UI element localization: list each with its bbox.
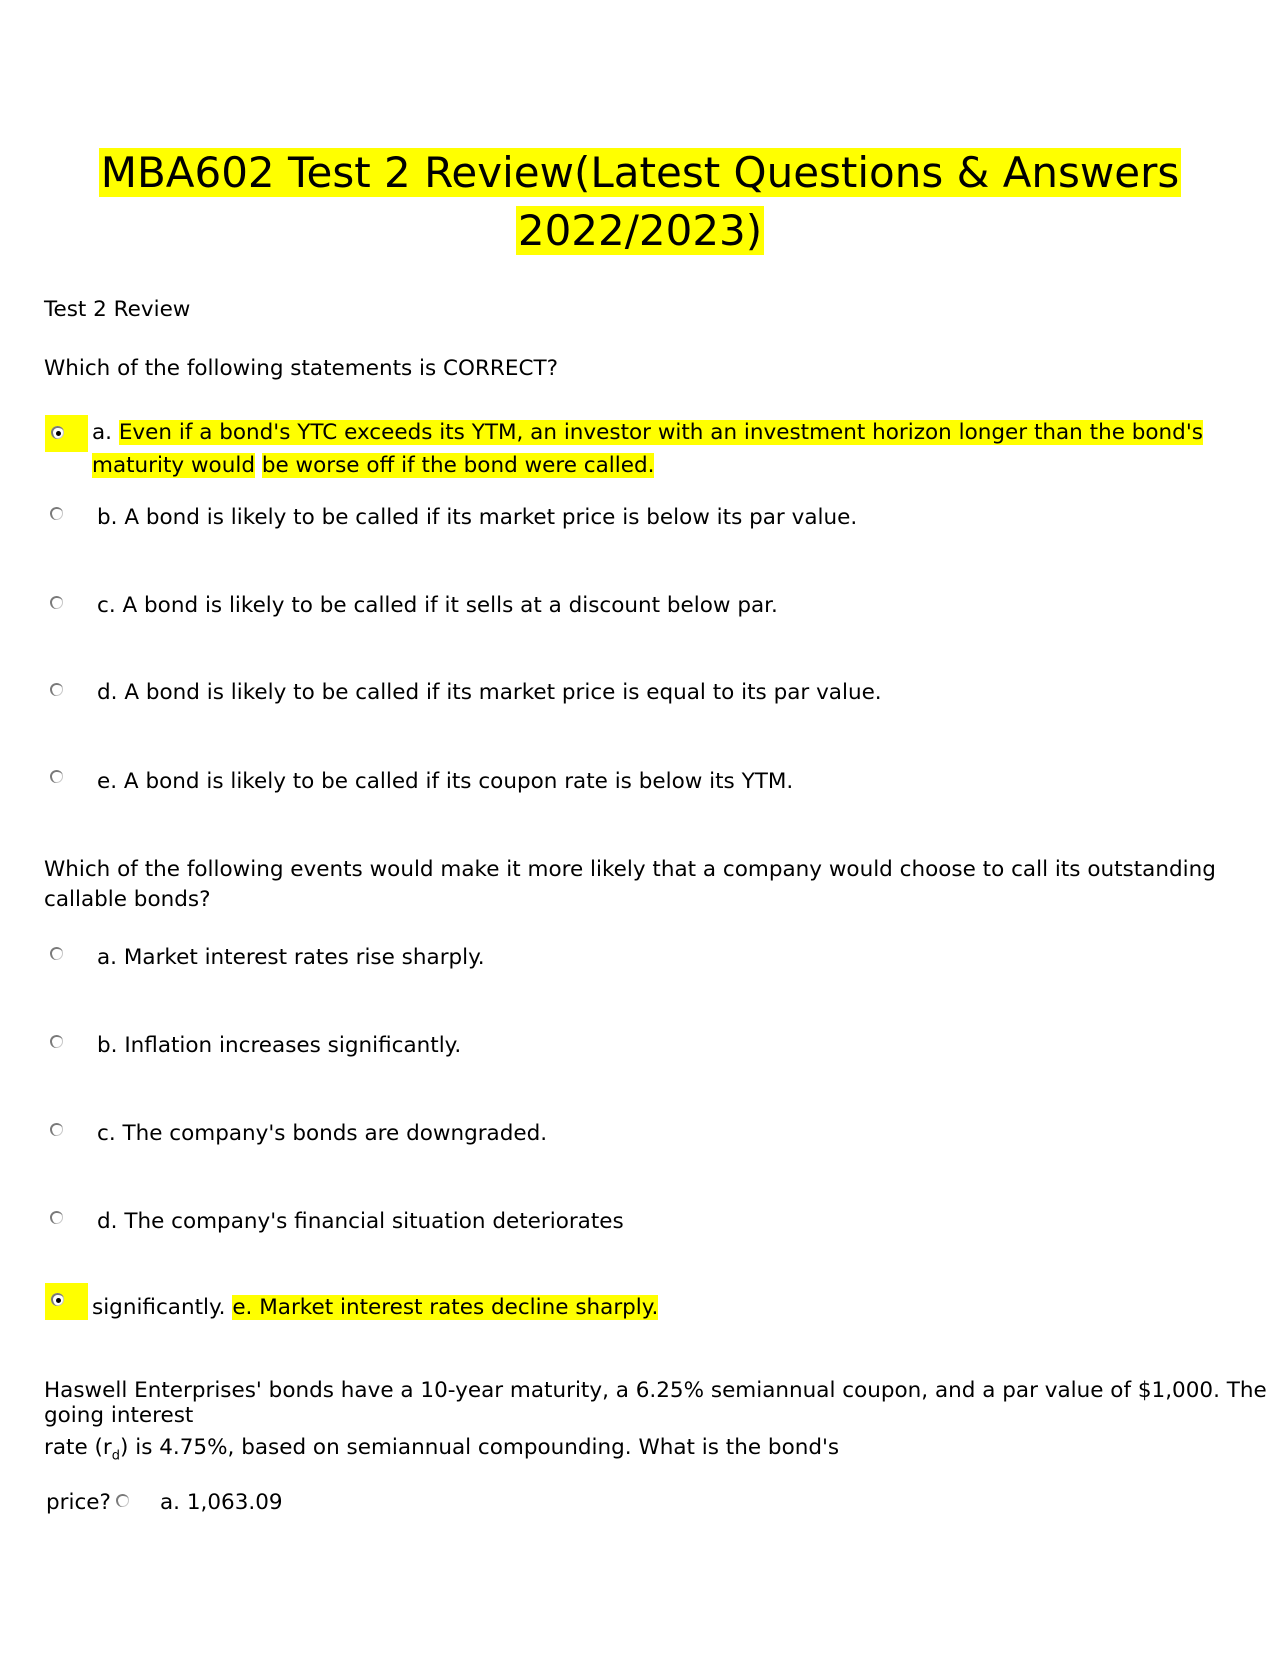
q1-option-c-label: c. A bond is likely to be called if it sells at a discount below par. [97,593,778,618]
q2-option-e-radio[interactable] [51,1293,64,1306]
question-2-text: Which of the following events would make it more likely that a company would choose to call its outstanding callable bonds? [44,857,1216,912]
q1-option-a-text-1: Even if a bond's YTC exceeds its YTM, an investor with an investment horizon longer than the bond's [118,420,1203,445]
q1-option-a-label [92,419,1203,446]
page-title-line-1 [0,145,1280,201]
q1-option-a-text-2a: maturity would [92,453,255,478]
q1-option-c-radio[interactable] [50,596,63,609]
q1-option-a-prefix: a. [92,420,119,445]
q1-option-d-radio[interactable] [50,683,63,696]
q3-option-a-radio[interactable] [116,1494,129,1507]
q2-option-d-radio[interactable] [50,1211,63,1224]
q2-option-c-radio[interactable] [50,1123,63,1136]
section-subtitle: Test 2 Review [44,297,191,322]
q1-option-b-radio[interactable] [50,507,63,520]
question-1-text: Which of the following statements is CORRECT? [44,356,558,381]
q2-option-a-radio[interactable] [50,947,63,960]
q1-option-e-radio[interactable] [50,770,63,783]
rate-subscript: d [111,1448,120,1464]
question-3-text-line-3 [44,1434,839,1469]
page-title-line-2 [0,203,1280,259]
rate-label: rate (r [44,1435,112,1460]
q2-option-e-text: e. Market interest rates decline sharply. [232,1295,659,1320]
q1-option-e-label: e. A bond is likely to be called if its coupon rate is below its YTM. [97,769,794,794]
q1-option-a-label-line-2 [92,452,654,479]
q2-option-e-prefix: significantly. [92,1295,233,1320]
q1-option-d-label: d. A bond is likely to be called if its market price is equal to its par value. [97,680,882,705]
q2-option-a-label: a. Market interest rates rise sharply. [97,945,485,970]
q2-option-b-radio[interactable] [50,1035,63,1048]
q2-option-c-label: c. The company's bonds are downgraded. [97,1121,548,1146]
page-title-text-1: MBA602 Test 2 Review(Latest Questions & Answers [100,148,1180,197]
q1-option-b-label: b. A bond is likely to be called if its market price is below its par value. [97,505,858,530]
q2-option-e-label [92,1294,658,1321]
question-3-text-line-1: Haswell Enterprises' bonds have a 10-year maturity, a 6.25% semiannual coupon, and a par value of $1,000. The [44,1378,1267,1403]
rate-question: ) is 4.75%, based on semiannual compounding. What is the bond's [120,1435,840,1460]
q1-option-a-radio[interactable] [51,426,64,439]
q3-option-a-label: a. 1,063.09 [160,1490,283,1515]
q1-option-a-text-2b: be worse off if the bond were called. [261,453,655,478]
q2-option-d-label: d. The company's financial situation deteriorates [97,1209,624,1234]
question-3-price-label: price? [46,1490,111,1515]
page-title-text-2: 2022/2023) [517,206,763,255]
question-3-text-line-2: going interest [44,1403,194,1428]
q2-option-b-label: b. Inflation increases significantly. [97,1033,462,1058]
